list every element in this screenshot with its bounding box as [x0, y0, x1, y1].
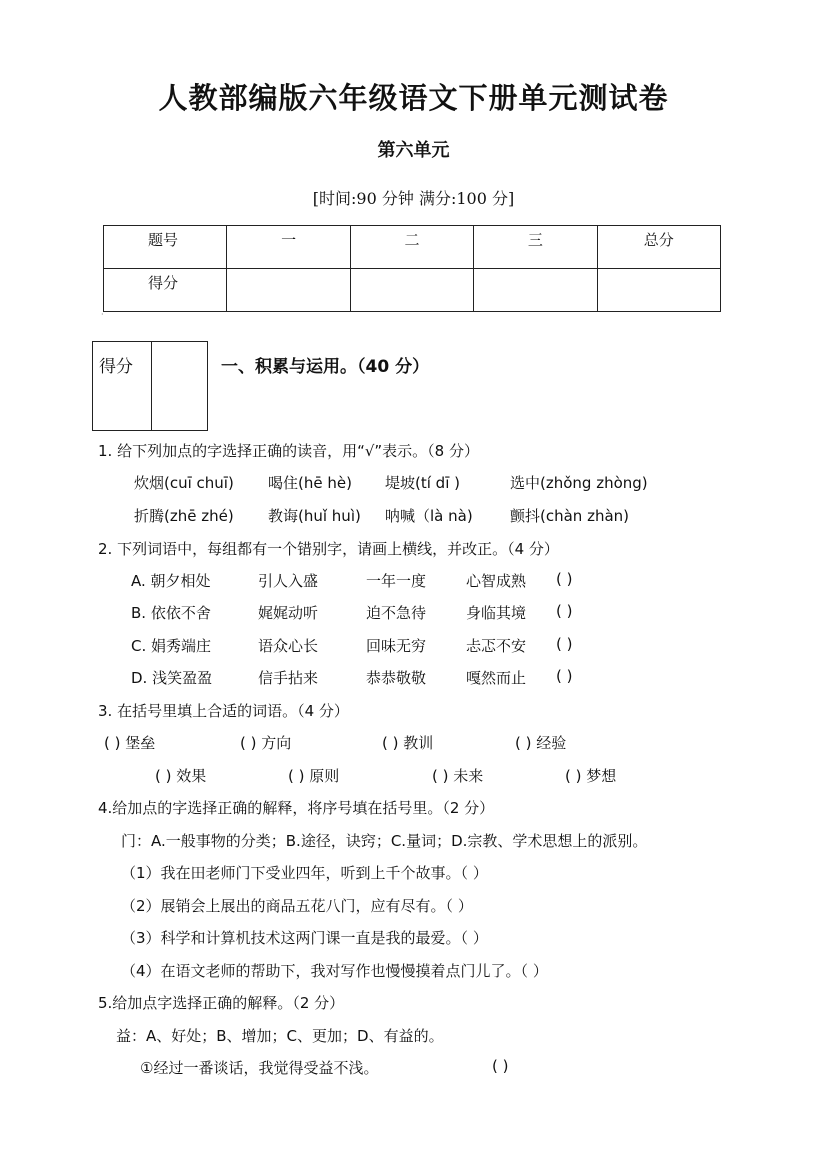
score-header-cell: 一: [227, 226, 350, 269]
page-title: 人教部编版六年级语文下册单元测试卷: [158, 81, 669, 115]
q2-option: D. 浅笑盈盈: [131, 669, 213, 687]
q2-word: 迫不急待: [366, 604, 427, 622]
q1-item: 炊烟(cuī chuī): [134, 474, 234, 492]
q2-word: 娓娓动听: [258, 604, 319, 622]
q1-item: 教诲(huǐ huì): [268, 507, 361, 525]
q2-word: 嘎然而止: [466, 669, 527, 687]
q2-word: 回味无穷: [366, 637, 427, 655]
q2-option: B. 依依不舍: [131, 604, 211, 622]
q5-definition: 益：A、好处；B、增加；C、更加；D、有益的。: [116, 1027, 444, 1045]
score-row-label: 得分: [104, 269, 227, 312]
q3-blank[interactable]: ( ) 梦想: [565, 767, 617, 785]
score-header-cell: 二: [350, 226, 473, 269]
q1-item: 选中(zhǒng zhòng): [510, 474, 648, 492]
q4-prompt: 4.给加点的字选择正确的解释，将序号填在括号里。（2 分）: [98, 799, 495, 817]
q1-item: 颤抖(chàn zhàn): [510, 507, 630, 525]
q4-item: （3）科学和计算机技术这两门课一直是我的最爱。（ ）: [121, 929, 488, 947]
score-blank-cell[interactable]: [350, 269, 473, 312]
q3-blank[interactable]: ( ) 堡垒: [104, 734, 156, 752]
q3-blank[interactable]: ( ) 未来: [432, 767, 484, 785]
q2-answer-paren[interactable]: ( ): [556, 667, 573, 685]
score-header-cell: 总分: [597, 226, 720, 269]
q3-blank[interactable]: ( ) 原则: [288, 767, 340, 785]
q3-blank[interactable]: ( ) 经验: [515, 734, 567, 752]
q4-definition: 门：A.一般事物的分类；B.途径，诀窍；C.量词；D.宗教、学术思想上的派别。: [121, 832, 648, 850]
score-table-header-row: [104, 226, 721, 269]
q3-prompt: 3. 在括号里填上合适的词语。（4 分）: [98, 702, 349, 720]
q2-prompt: 2. 下列词语中，每组都有一个错别字，请画上横线，并改正。（4 分）: [98, 540, 559, 558]
score-blank-cell[interactable]: [597, 269, 720, 312]
q3-blank[interactable]: ( ) 方向: [240, 734, 292, 752]
q2-option: A. 朝夕相处: [131, 572, 211, 590]
score-header-cell: 三: [474, 226, 597, 269]
q5-prompt: 5.给加点字选择正确的解释。（2 分）: [98, 994, 345, 1012]
q2-word: 引人入盛: [258, 572, 319, 590]
q2-word: 恭恭敬敬: [366, 669, 427, 687]
score-blank-cell[interactable]: [227, 269, 350, 312]
q2-option: C. 娟秀端庄: [131, 637, 212, 655]
q2-answer-paren[interactable]: ( ): [556, 570, 573, 588]
q1-prompt: 1. 给下列加点的字选择正确的读音，用“√”表示。（8 分）: [98, 442, 479, 460]
score-table: [103, 225, 721, 312]
section-score-label: 得分: [93, 342, 152, 431]
q2-word: 忐忑不安: [466, 637, 527, 655]
q2-word: 一年一度: [366, 572, 427, 590]
stray-mark: ·: [101, 310, 104, 319]
q1-item: 喝住(hē hè): [268, 474, 352, 492]
q5-answer-paren[interactable]: ( ): [492, 1057, 509, 1075]
time-score-info: [时间:90 分钟 满分:100 分]: [312, 189, 515, 208]
q4-item: （2）展销会上展出的商品五花八门，应有尽有。（ ）: [121, 897, 473, 915]
q1-item: 呐喊（là nà): [385, 507, 473, 525]
q5-item: ①经过一番谈话，我觉得受益不浅。: [140, 1059, 379, 1077]
q2-word: 心智成熟: [466, 572, 527, 590]
score-table-score-row: [104, 269, 721, 312]
q3-blank[interactable]: ( ) 教训: [382, 734, 434, 752]
q4-item: （1）我在田老师门下受业四年，听到上千个故事。（ ）: [121, 864, 488, 882]
score-header-cell: 题号: [104, 226, 227, 269]
q2-answer-paren[interactable]: ( ): [556, 635, 573, 653]
q2-word: 语众心长: [258, 637, 319, 655]
q2-answer-paren[interactable]: ( ): [556, 602, 573, 620]
q1-item: 堤坡(tí dī ): [385, 474, 460, 492]
section-1-title: 一、积累与运用。（40 分）: [221, 357, 430, 377]
q2-word: 身临其境: [466, 604, 527, 622]
q1-item: 折腾(zhē zhé): [134, 507, 234, 525]
q4-item: （4）在语文老师的帮助下，我对写作也慢慢摸着点门儿了。（ ）: [121, 962, 548, 980]
section-score-blank[interactable]: [152, 342, 208, 431]
score-blank-cell[interactable]: [474, 269, 597, 312]
q2-word: 信手拈来: [258, 669, 319, 687]
section-score-box: [92, 341, 208, 431]
unit-subtitle: 第六单元: [377, 140, 450, 161]
q3-blank[interactable]: ( ) 效果: [155, 767, 207, 785]
